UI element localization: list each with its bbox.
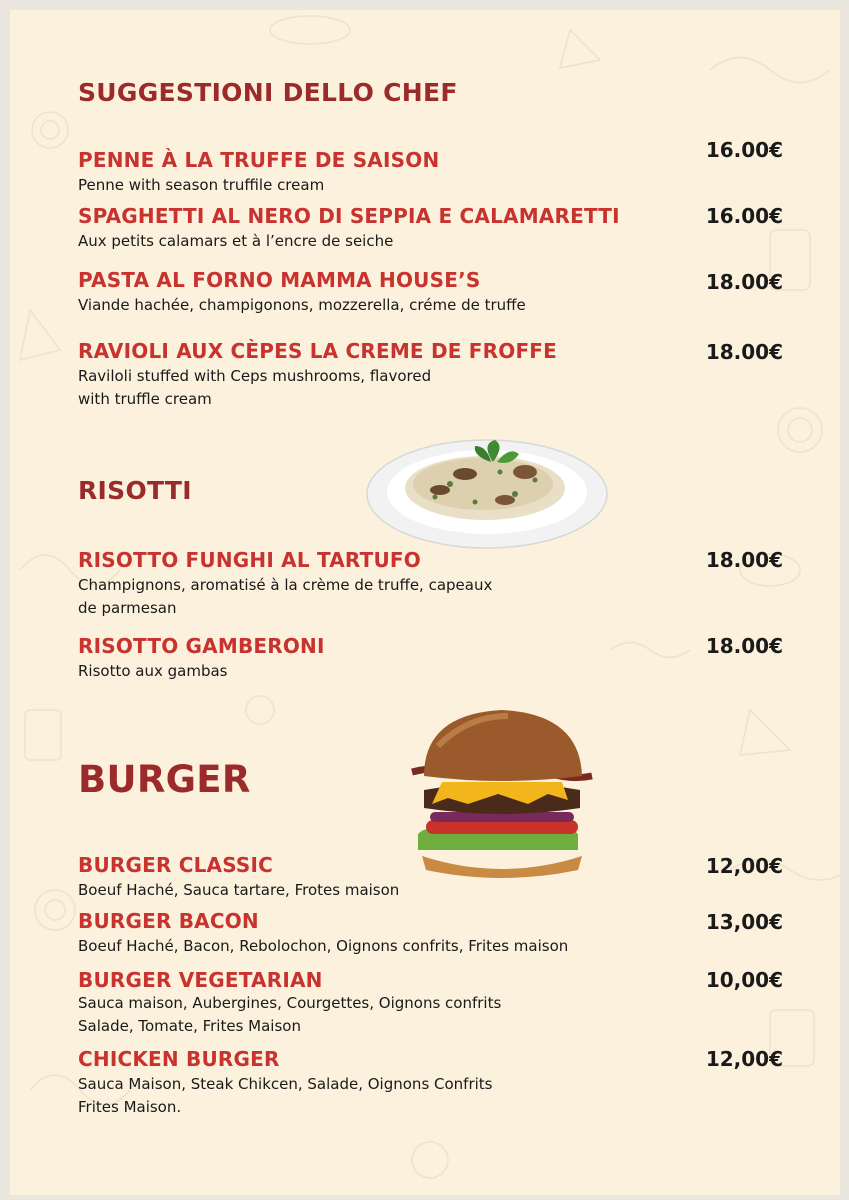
menu-item-name: RISOTTO GAMBERONI bbox=[78, 634, 325, 658]
menu-item bbox=[78, 909, 778, 958]
menu-item-price: 10,00€ bbox=[705, 968, 783, 992]
description-line: Risotto aux gambas bbox=[78, 662, 228, 680]
menu-item-name: SPAGHETTI AL NERO DI SEPPIA E CALAMARETTI bbox=[78, 204, 620, 228]
description-line: Aux petits calamars et à l’encre de seiche bbox=[78, 232, 394, 250]
description-line: Sauca maison, Aubergines, Courgettes, Oignons confrits bbox=[78, 994, 502, 1012]
menu-item-name: PASTA AL FORNO MAMMA HOUSE’S bbox=[78, 268, 481, 292]
menu-item-description bbox=[78, 879, 778, 902]
menu-item-name: RISOTTO FUNGHI AL TARTUFO bbox=[78, 548, 421, 572]
menu-item bbox=[78, 148, 778, 197]
description-line: Boeuf Haché, Sauca tartare, Frotes maison bbox=[78, 881, 400, 899]
menu-item-description bbox=[78, 365, 778, 411]
menu-item-description bbox=[78, 174, 778, 197]
description-line: de parmesan bbox=[78, 599, 177, 617]
menu-item-price: 16.00€ bbox=[705, 138, 783, 162]
menu-item bbox=[78, 853, 778, 902]
menu-item-price: 12,00€ bbox=[705, 1047, 783, 1071]
menu-item bbox=[78, 339, 778, 411]
menu-item-description bbox=[78, 992, 778, 1038]
description-line: Viande hachée, champigonons, mozzerella, créme de truffe bbox=[78, 296, 526, 314]
menu-item-price: 18.00€ bbox=[705, 634, 783, 658]
menu-item-price: 16.00€ bbox=[705, 204, 783, 228]
menu-item bbox=[78, 268, 778, 317]
menu-item-description bbox=[78, 294, 778, 317]
menu-item-description bbox=[78, 574, 778, 620]
description-line: Raviloli stuffed with Ceps mushrooms, flavored bbox=[78, 367, 432, 385]
description-line: with truffle cream bbox=[78, 390, 212, 408]
menu-item-description bbox=[78, 660, 778, 683]
menu-item-name: BURGER BACON bbox=[78, 909, 259, 933]
menu-item-name: PENNE À LA TRUFFE DE SAISON bbox=[78, 148, 440, 172]
menu-item-price: 18.00€ bbox=[705, 270, 783, 294]
menu-item-name: CHICKEN BURGER bbox=[78, 1047, 280, 1071]
menu-item-description bbox=[78, 935, 778, 958]
section-title-risotti: RISOTTI bbox=[78, 476, 192, 505]
menu-item bbox=[78, 204, 778, 253]
menu-item-price: 18.00€ bbox=[705, 548, 783, 572]
section-title-chef: SUGGESTIONI DELLO CHEF bbox=[78, 78, 458, 107]
menu-item-price: 13,00€ bbox=[705, 910, 783, 934]
menu-item-price: 18.00€ bbox=[705, 340, 783, 364]
description-line: Salade, Tomate, Frites Maison bbox=[78, 1017, 301, 1035]
menu-item bbox=[78, 1047, 778, 1119]
menu-item-description bbox=[78, 1073, 778, 1119]
description-line: Penne with season truffile cream bbox=[78, 176, 325, 194]
menu-item bbox=[78, 634, 778, 683]
menu-item-price: 12,00€ bbox=[705, 854, 783, 878]
menu-item-name: BURGER VEGETARIAN bbox=[78, 968, 323, 992]
menu-item-description bbox=[78, 230, 778, 253]
section-title-burger: BURGER bbox=[78, 758, 251, 801]
menu-item-name: RAVIOLI AUX CÈPES LA CREME DE FROFFE bbox=[78, 339, 558, 363]
menu-item-name: BURGER CLASSIC bbox=[78, 853, 274, 877]
menu-item bbox=[78, 548, 778, 620]
description-line: Boeuf Haché, Bacon, Rebolochon, Oignons confrits, Frites maison bbox=[78, 937, 569, 955]
description-line: Frites Maison. bbox=[78, 1098, 182, 1116]
menu-item bbox=[78, 968, 778, 1038]
description-line: Champignons, aromatisé à la crème de truffe, capeaux bbox=[78, 576, 493, 594]
risotto-dish-image bbox=[365, 422, 610, 552]
menu-page bbox=[10, 10, 840, 1195]
description-line: Sauca Maison, Steak Chikcen, Salade, Oignons Confrits bbox=[78, 1075, 493, 1093]
